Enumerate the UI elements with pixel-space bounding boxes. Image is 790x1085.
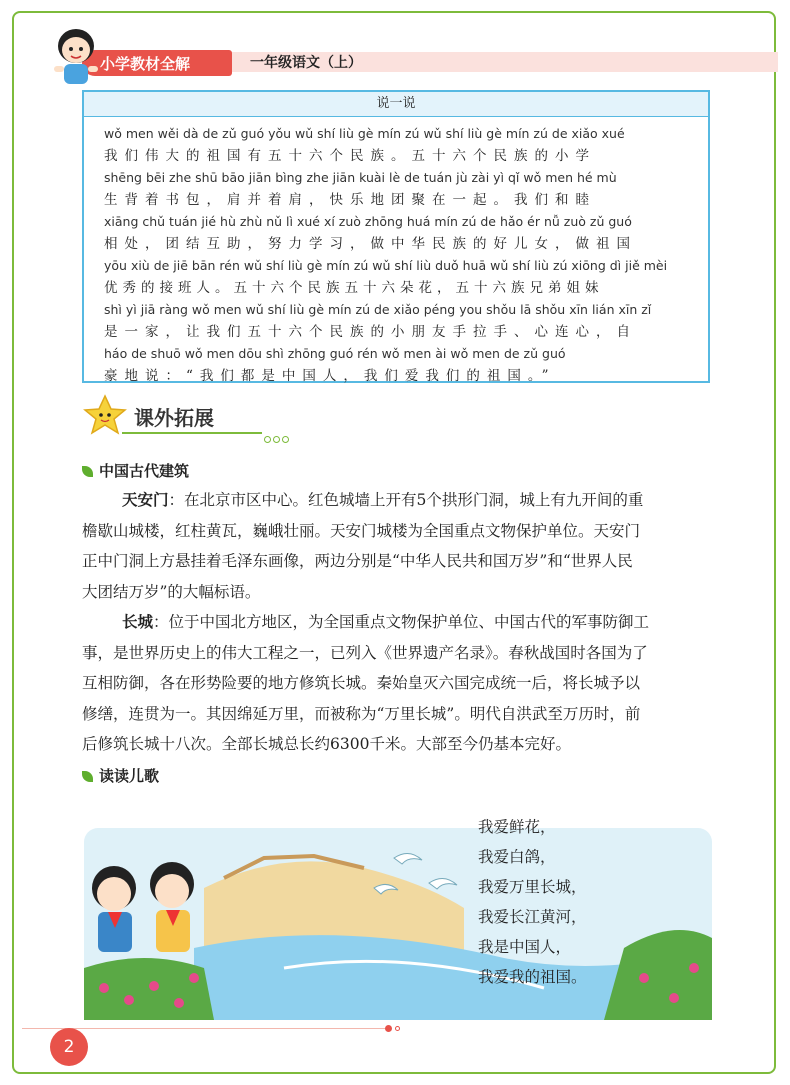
hanzi-line: 相处，团结互助，努力学习，做中华民族的好儿女，做祖国 [104,236,637,252]
architecture-heading: 中国古代建筑 [82,460,189,481]
poem-line: 我爱长江黄河， [478,908,587,926]
page-number: 2 [50,1028,88,1066]
pinyin-line: yōu xiù de jiē bān rén wǔ shí liù gè mín zú wǔ shí liù duǒ huā wǔ shí liù zú xiōng dì jiě mèi [104,258,668,273]
header-badge-text: 小学教材全解 [100,55,191,73]
tiananmen-term: 天安门 [122,491,169,509]
footer-dot [395,1026,400,1031]
tiananmen-paragraph: 天安门：在北京市区中心。红色城墙上开有5个拱形门洞，城上有九开间的重 檐歇山城楼，红柱黄瓦，巍峨壮丽。天安门城楼为全国重点文物保护单位。天安门 正中门洞上方悬挂着毛泽东画像，两边分别是“中华人民共和国万岁”和“世界人民 大团结万岁”的大幅标语。 [82,491,644,601]
pinyin-line: xiāng chǔ tuán jié hù zhù nǔ lì xué xí zuò zhōng huá mín zú de hǎo ér nǚ zuò zǔ guó [104,214,632,229]
hanzi-line: 优秀的接班人。五十六个民族五十六朵花，五十六族兄弟姐妹 [104,280,604,296]
star-icon [82,394,128,436]
poem-line: 我爱白鸽， [478,848,556,866]
greatwall-term: 长城 [122,613,154,631]
pinyin-line: wǒ men wěi dà de zǔ guó yǒu wǔ shí liù gè mín zú wǔ shí liù gè mín zú de xiǎo xué [104,126,625,141]
rhyme-poem [478,812,587,992]
children-great-wall-illustration [84,828,712,1020]
pinyin-line: shì yì jiā ràng wǒ men wǔ shí liù gè mín zú de xiǎo péng you shǒu lā shǒu xīn lián xīn zǐ [104,302,652,317]
poem-line: 我爱万里长城， [478,878,587,896]
hanzi-line: 生背着书包，肩并着肩，快乐地团聚在一起。我们和睦 [104,192,596,208]
footer-line [22,1028,390,1029]
section-title: 课外拓展 [134,406,214,430]
section-dots [264,428,291,447]
shuo-yi-shuo-box [82,90,710,383]
poem-line: 我是中国人， [478,938,572,956]
poem-line: 我爱鲜花， [478,818,556,836]
poem-line: 我爱我的祖国。 [478,968,587,986]
greatwall-paragraph: 长城：位于中国北方地区，为全国重点文物保护单位、中国古代的军事防御工 事，是世界历史上的伟大工程之一，已列入《世界遗产名录》。春秋战国时各国为了 互相防御，各在形势险要的地方修筑长城。秦始皇灭六国完成统一后，将长城予以 修缮，连贯为一。其因绵延万里，而被称为“万里长城”。明代自洪武至万历时，前 后修筑长城十八次。全部长城总长约6300千米。大部至今仍基本完好。 [82,613,650,753]
hanzi-line: 豪地说：“我们都是中国人，我们爱我们的祖国。” [104,368,556,384]
leaf-icon [82,466,93,477]
boy-mascot-icon [46,22,106,88]
rhyme-heading: 读读儿歌 [82,765,159,786]
pinyin-line: shēng bēi zhe shū bāo jiān bìng zhe jiān kuài lè de tuán jù zài yì qǐ wǒ men hé mù [104,170,617,185]
footer-dot [385,1025,392,1032]
leaf-icon [82,771,93,782]
header-title: 一年级语文（上） [250,55,362,71]
hanzi-line: 我们伟大的祖国有五十六个民族。五十六个民族的小学 [104,148,596,164]
box-title: 说一说 [84,92,708,117]
hanzi-line: 是一家，让我们五十六个民族的小朋友手拉手、心连心，自 [104,324,637,340]
pinyin-line: háo de shuō wǒ men dōu shì zhōng guó rén wǒ men ài wǒ men de zǔ guó [104,346,566,361]
section-underline [122,432,262,434]
